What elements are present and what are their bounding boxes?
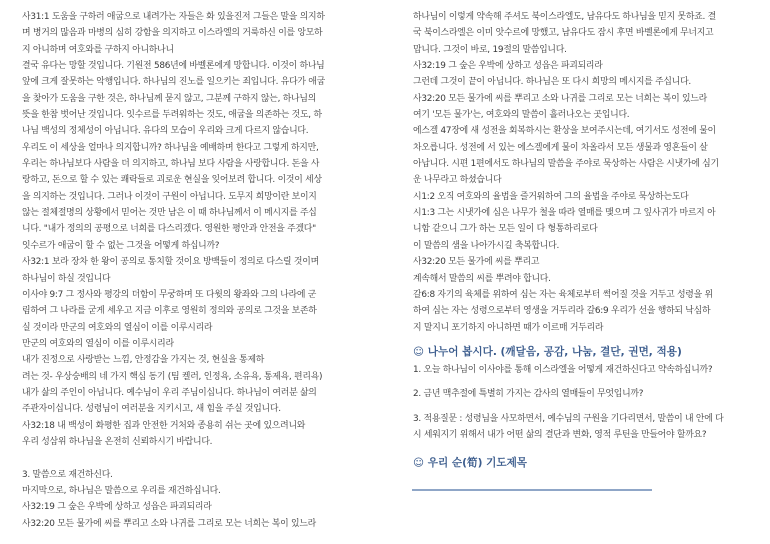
text-line: 하여 심는 자는 성령으로부터 영생을 거두리라 갈6:9 우리가 선을 행하되 낙심하 — [413, 306, 711, 317]
text-line: 않는 절체절명의 상황에서 믿어는 것만 남은 이 때 하나님께서 이 메시지를 주십 — [22, 208, 317, 219]
text-line: 우리도 이 세상을 얼마나 의지합니까? 하나님을 예배하며 한다고 그렇게 하지만, — [22, 142, 319, 153]
share-heading-text: 나누어 봅시다. (깨달음, 공감, 나눔, 결단, 권면, 적용) — [427, 345, 682, 358]
text-line: 우리는 하나님보다 사람을 더 의지하고, 하나님 보다 사람을 사랑합니다. 돈을 사 — [22, 159, 320, 170]
text-line: 림하여 그 나라를 굳게 세우고 지금 이후로 영원히 정의와 공의로 그것을 보존하 — [22, 306, 317, 317]
text-line: 잇수르가 애굽이 할 수 없는 그것을 어떻게 하십니까? — [22, 240, 220, 251]
text-line: 사32:20 모든 물가에 씨를 뿌리고 — [413, 257, 540, 268]
heading-underline — [412, 489, 652, 491]
smiley-icon: ☺ — [413, 345, 425, 358]
question-item-continued: 시 세워지기 위해서 내가 어떤 삶의 결단과 변화, 영적 루틴을 만들어야 할까요? — [413, 429, 707, 440]
text-line: 며 병거의 많음과 마병의 심히 강함을 의지하고 이스라엘의 거룩하신 이를 앙모하 — [22, 28, 323, 39]
text-line: 을 의지하는 것입니다. 그러나 이것이 구원이 아닙니다. 도무지 희망이란 보이지 — [22, 191, 317, 202]
text-line: 내가 삶의 주인이 아닙니다. 예수님이 우리 주님이십니다. 하나님이 여러분 삶의 — [22, 387, 317, 398]
prayer-heading-text: 우리 순(筍) 기도제목 — [427, 457, 528, 470]
text-line: 여기 '모든 물가'는, 여호와의 말씀이 흘러나오는 곳입니다. — [413, 110, 630, 121]
text-line: 려는 것- 우상숭배의 네 가지 핵심 동기 (팀 켈러, 인정욕, 소유욕, 통제욕, 편리욕) — [22, 371, 323, 382]
share-heading — [413, 342, 758, 362]
spacer — [413, 378, 758, 386]
text-line: 우리 성삼위 하나님을 온전히 신뢰하시기 바랍니다. — [22, 436, 213, 447]
text-line: 이사야 9:7 그 정사와 평강의 더함이 무궁하며 또 다윗의 왕좌와 그의 나라에 군 — [22, 289, 317, 300]
text-line: 을 찾아가 도움을 구한 것은, 하나님께 묻지 않고, 그분께 구하지 않는, 하나님의 — [22, 93, 317, 104]
text-line: 내가 진정으로 사랑받는 느낌, 안정감을 가지는 것, 현실을 통제하 — [22, 355, 265, 366]
text-line: 맙니다. 그것이 바로, 19절의 말씀입니다. — [413, 44, 567, 55]
spacer — [413, 403, 758, 411]
smiley-icon: ☺ — [413, 457, 425, 470]
text-line: 주관자이십니다. 성령님이 여러분을 지키시고, 새 힘을 주실 것입니다. — [22, 404, 281, 415]
question-item: 1. 오늘 하나님이 이사야를 통해 이스라엘을 어떻게 재건하신다고 약속하십니까? — [413, 364, 713, 375]
text-line: 이 말씀의 샘을 나아가시길 축복합니다. — [413, 240, 560, 251]
text-line: 사32:20 모든 물가에 씨를 뿌리고 소와 나귀를 그리로 모는 너희는 복이 있느라 — [22, 518, 316, 529]
text-line: 니다. "내가 정의의 공평으로 너희를 다스리겠다. 영원한 평안과 안전을 주겠다" — [22, 224, 316, 235]
left-column — [22, 9, 362, 532]
text-line: 하나님이 이렇게 약속해 주셔도 북이스라엘도, 남유다도 하나님을 믿지 못하죠. 결 — [413, 12, 716, 22]
text-line: 사32:19 그 숲은 우박에 상하고 성읍은 파괴되리라 — [413, 61, 603, 72]
spacer — [22, 450, 362, 466]
text-line: 사31:1 도움을 구하러 애굽으로 내려가는 자들은 화 있을진저 그들은 말을 의지하 — [22, 12, 325, 22]
text-line: 지 아니하며 여호와를 구하지 아니하나니 — [22, 44, 174, 55]
text-line: 뜻을 한참 벗어난 것입니다. 잇수르를 두려워하는 것도, 애굽을 의존하는 것도, 하 — [22, 110, 322, 121]
text-line: 그런데 그것이 끝이 아닙니다. 하나님은 또 다시 희망의 메시지를 주십니다. — [413, 77, 691, 88]
text-line: 차오릅니다. 성전에 서 있는 에스겔에게 물이 차올라서 모든 생물과 영혼들이 살 — [413, 142, 708, 153]
text-line: 시1:3 그는 시냇가에 심은 나무가 철을 따라 열매를 맺으며 그 잎사귀가 마르지 아 — [413, 208, 716, 219]
question-item: 2. 금년 맥추절에 특별히 가지는 감사의 열매들이 무엇입니까? — [413, 389, 644, 400]
text-line: 하나님이 하실 것입니다 — [22, 273, 111, 284]
text-line: 운 나무라고 하셨습니다 — [413, 175, 502, 186]
text-line: 앞에 크게 잘못하는 악행입니다. 하나님의 진노를 일으키는 죄입니다. 유다가 애굽 — [22, 77, 325, 88]
text-line: 니함 같으니 그가 하는 모든 일이 다 형통하리로다 — [413, 224, 598, 235]
right-column — [413, 9, 758, 473]
text-line: 사32:19 그 숲은 우박에 상하고 성읍은 파괴되리라 — [22, 502, 212, 513]
text-line: 결국 유다는 망할 것입니다. 기원전 586년에 바벨론에게 망합니다. 이것이 하나님 — [22, 61, 325, 72]
text-line: 아납니다. 시편 1편에서도 하나님의 말씀을 주야로 묵상하는 사람은 시냇가에 심기 — [413, 159, 719, 170]
text-line: 에스겔 47장에 새 성전을 회복하시는 환상을 보여주시는데, 여기서도 성전에 물이 — [413, 126, 716, 137]
text-line: 갈6:8 자기의 육체를 위하여 심는 자는 육체로부터 썩어질 것을 거두고 성령을 위 — [413, 289, 713, 300]
spacer — [413, 443, 758, 453]
question-item: 3. 적용질문 : 성령님을 사모하면서, 예수님의 구원을 기다리면서, 말씀이 내 안에 다 — [413, 413, 724, 424]
text-line: 랑하고, 돈으로 할 수 있는 쾌락들로 괴로운 현실을 잊어보려 합니다. 이것이 세상 — [22, 175, 322, 186]
text-line: 계속해서 말씀의 씨를 뿌려야 합니다. — [413, 273, 551, 284]
text-line: 시1:2 오직 여호와의 율법을 즐거워하여 그의 율법을 주야로 묵상하는도다 — [413, 191, 689, 202]
text-line: 지 말지니 포기하지 아니하면 때가 이르매 거두리라 — [413, 322, 604, 333]
text-line: 실 것이라 만군의 여호와의 열심이 이를 이루시리라 — [22, 322, 213, 333]
section-title: 3. 말씀으로 재건하신다. — [22, 469, 113, 480]
text-line: 사32:18 내 백성이 화평한 집과 안전한 거처와 종용히 쉬는 곳에 있으려니와 — [22, 420, 306, 431]
text-line: 마지막으로, 하나님은 말씀으로 우리를 재건하십니다. — [22, 485, 221, 496]
prayer-heading — [413, 453, 758, 473]
text-line: 사32:1 보라 장차 한 왕이 공의로 통치할 것이요 방백들이 정의로 다스릴 것이며 — [22, 257, 319, 268]
text-line: 사32:20 모든 물가에 씨를 뿌리고 소와 나귀를 그리로 모는 너희는 복이 있느라 — [413, 93, 707, 104]
text-line: 만군의 여호와의 열심이 이를 이루시리라 — [22, 338, 174, 349]
text-line: 국 북이스라엘은 이미 앗수르에 망했고, 남유다도 잠시 후면 바벨론에게 무너지고 — [413, 28, 714, 39]
text-line: 나님 백성의 정체성이 아닙니다. 유다의 모습이 우리와 크게 다르지 않습니다. — [22, 126, 309, 137]
